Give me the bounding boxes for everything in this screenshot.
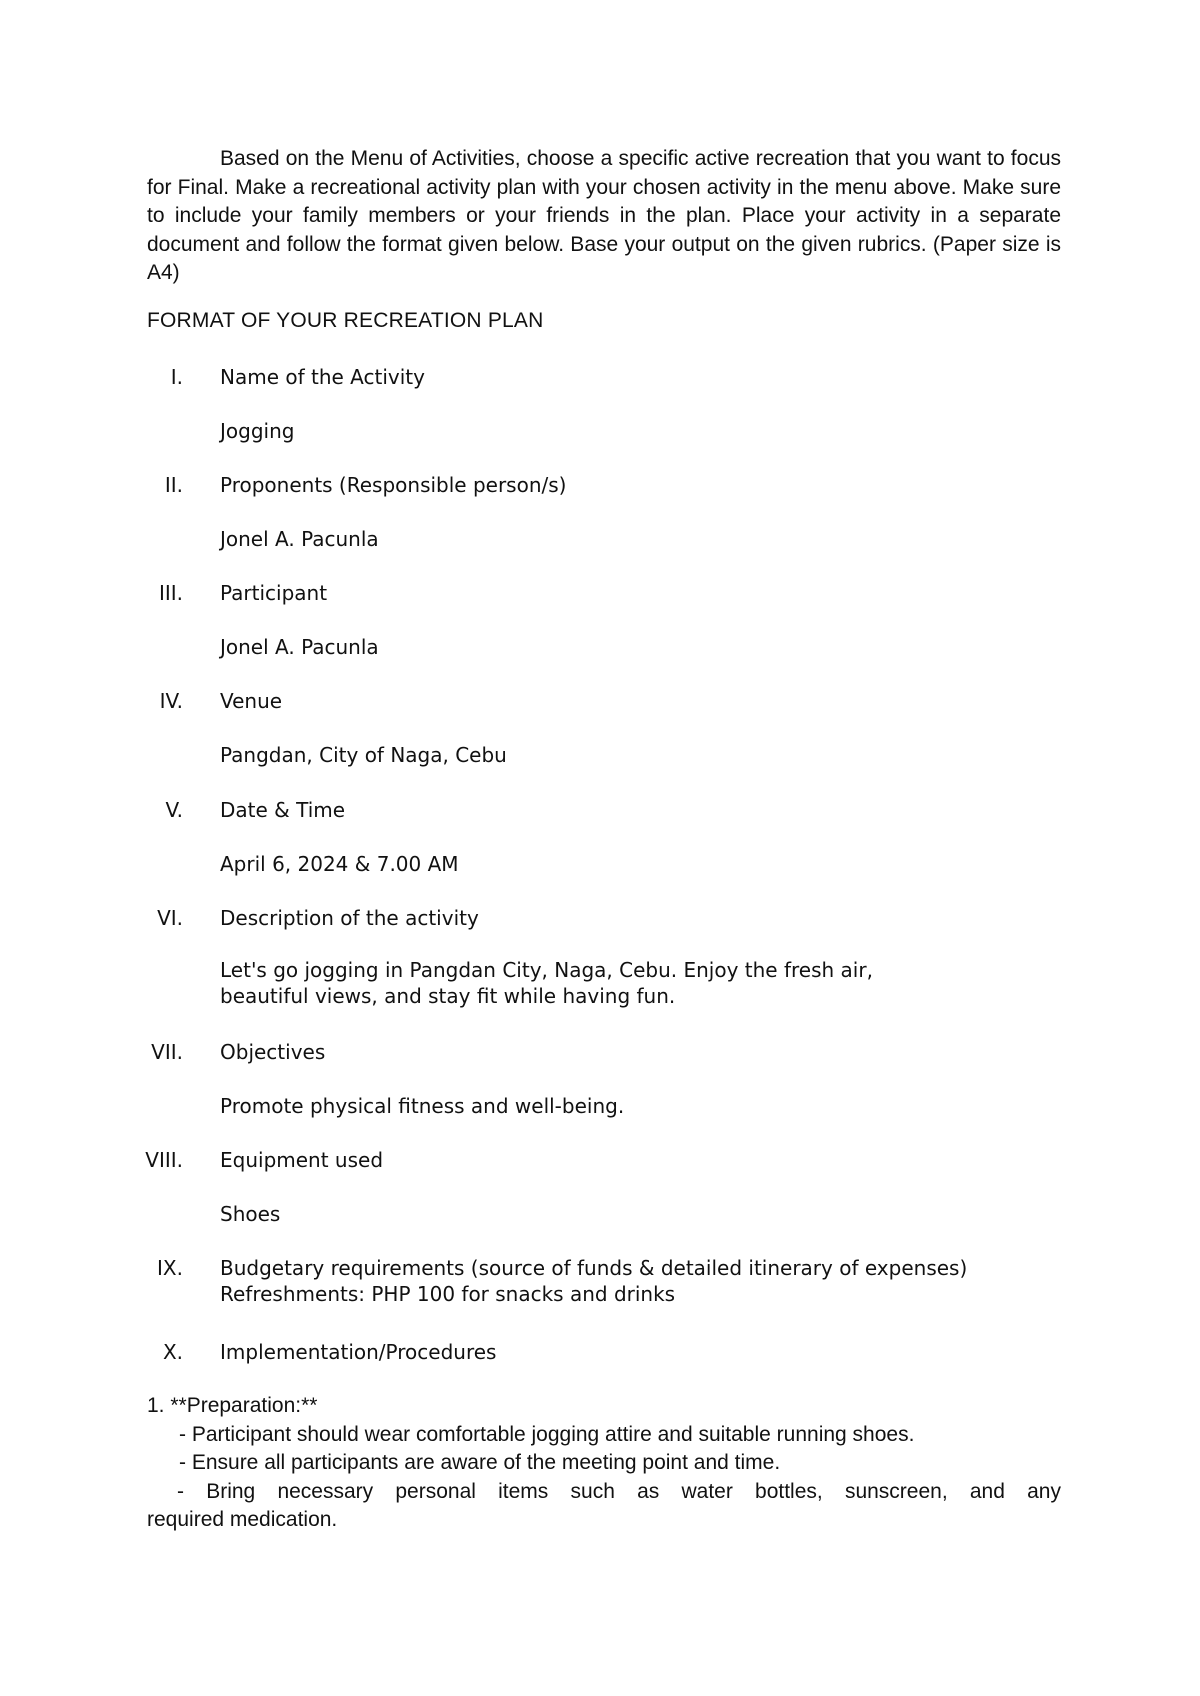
outline-label: Venue	[220, 689, 283, 713]
value-line: beautiful views, and stay fit while having fun.	[220, 984, 676, 1008]
outline-value-3: Jonel A. Pacunla	[220, 635, 379, 659]
outline-number: VII.	[151, 1040, 183, 1064]
outline-value-9: Refreshments: PHP 100 for snacks and drinks	[220, 1282, 676, 1306]
outline-label: Participant	[220, 581, 328, 605]
outline-number: VI.	[157, 906, 183, 930]
outline-number: II.	[164, 473, 183, 497]
outline-number: X.	[162, 1340, 183, 1364]
outline-number: VIII.	[145, 1148, 183, 1172]
outline-value-6	[220, 957, 873, 1009]
outline-label: Proponents (Responsible person/s)	[220, 473, 567, 497]
outline-value-8: Shoes	[220, 1202, 281, 1226]
outline-value-7: Promote physical fitness and well-being.	[220, 1094, 625, 1118]
outline-value-1: Jogging	[220, 419, 295, 443]
outline-label: Name of the Activity	[220, 365, 425, 389]
procedure-step: - Participant should wear comfortable jogging attire and suitable running shoes.	[179, 1422, 915, 1446]
value-line: Let's go jogging in Pangdan City, Naga, Cebu. Enjoy the fresh air,	[220, 958, 873, 982]
format-heading: FORMAT OF YOUR RECREATION PLAN	[147, 309, 544, 332]
outline-value-5: April 6, 2024 & 7.00 AM	[220, 852, 459, 876]
procedures-heading: 1. **Preparation:**	[147, 1394, 318, 1417]
outline-label: Date & Time	[220, 798, 346, 822]
outline-number: IV.	[159, 689, 183, 713]
procedures-section	[147, 1392, 1061, 1535]
outline-label: Equipment used	[220, 1148, 384, 1172]
outline-value-2: Jonel A. Pacunla	[220, 527, 379, 551]
outline-label: Budgetary requirements (source of funds & detailed itinerary of expenses)	[220, 1256, 968, 1280]
outline-label: Implementation/Procedures	[220, 1340, 497, 1364]
outline-number: IX.	[157, 1256, 183, 1280]
outline-number: I.	[170, 365, 183, 389]
outline-value-4: Pangdan, City of Naga, Cebu	[220, 743, 507, 767]
outline-number: V.	[165, 798, 183, 822]
procedure-step: - Bring necessary personal items such as water bottles, sunscreen, and any	[177, 1479, 1061, 1503]
outline-label: Description of the activity	[220, 906, 479, 930]
outline-number: III.	[158, 581, 183, 605]
procedure-step: - Ensure all participants are aware of the meeting point and time.	[179, 1451, 781, 1474]
intro-paragraph: Based on the Menu of Activities, choose a specific active recreation that you want to focus for Final. Make a recreational activity plan with your chosen activity in the menu above. Make sure to include your family members or your friends in the plan. Place your activity in a separate document and follow the format given below. Base your output on the given rubrics. (Paper size is A4)	[147, 147, 1061, 284]
outline-label: Objectives	[220, 1040, 326, 1064]
procedure-step-continuation: required medication.	[147, 1508, 338, 1531]
